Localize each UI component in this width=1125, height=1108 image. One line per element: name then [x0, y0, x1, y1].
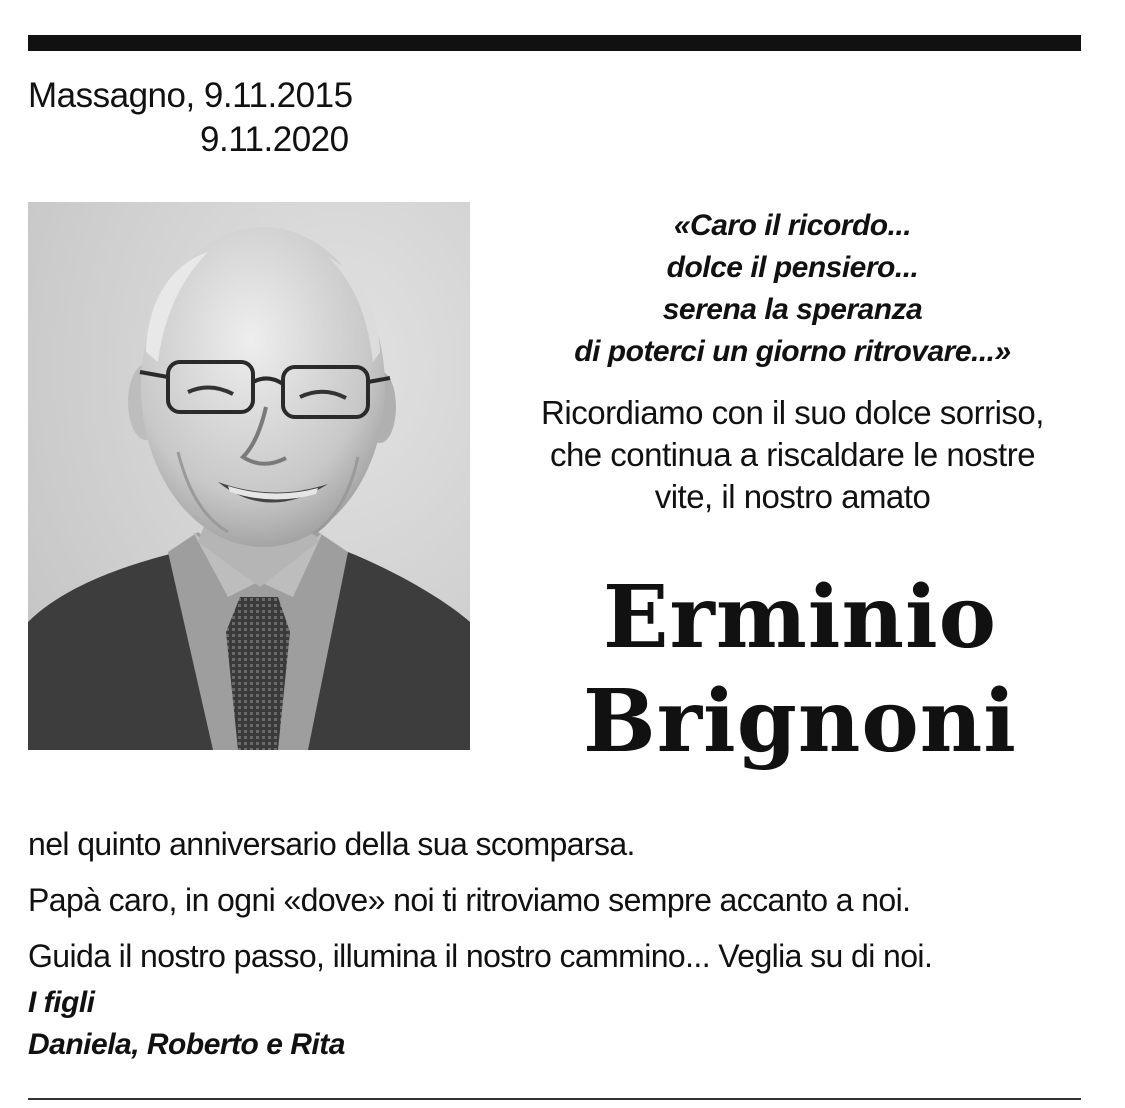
last-name: Brignoni — [583, 671, 1017, 772]
first-name: Erminio — [602, 567, 998, 668]
portrait-photo — [28, 202, 470, 750]
header-dates — [28, 74, 353, 162]
intro-line: che continua a riscaldare le nostre — [549, 436, 1036, 473]
body-text — [28, 816, 1088, 984]
intro-line: vite, il nostro amato — [654, 478, 931, 515]
top-rule — [28, 35, 1081, 51]
quote-line: «Caro il ricordo... — [673, 209, 912, 242]
quote-line: serena la speranza — [662, 293, 923, 326]
place-date: Massagno, 9.11.2015 — [28, 76, 353, 115]
body-line: Guida il nostro passo, illumina il nostro cammino... Veglia su di noi. — [28, 938, 933, 974]
signature-names: Daniela, Roberto e Rita — [28, 1028, 345, 1061]
quote-line: di poterci un giorno ritrovare...» — [574, 335, 1011, 368]
portrait-illustration — [28, 202, 470, 750]
body-line: nel quinto anniversario della sua scomparsa. — [28, 826, 635, 862]
signature — [28, 982, 345, 1066]
quote-line: dolce il pensiero... — [666, 251, 919, 284]
signature-role: I figli — [28, 986, 95, 1019]
body-line: Papà caro, in ogni «dove» noi ti ritroviamo sempre accanto a noi. — [28, 882, 911, 918]
bottom-rule — [28, 1098, 1081, 1100]
deceased-name — [500, 566, 1100, 774]
intro-line: Ricordiamo con il suo dolce sorriso, — [541, 394, 1044, 431]
intro-text — [500, 392, 1085, 518]
anniversary-date: 9.11.2020 — [200, 120, 349, 159]
memorial-quote — [500, 205, 1085, 373]
